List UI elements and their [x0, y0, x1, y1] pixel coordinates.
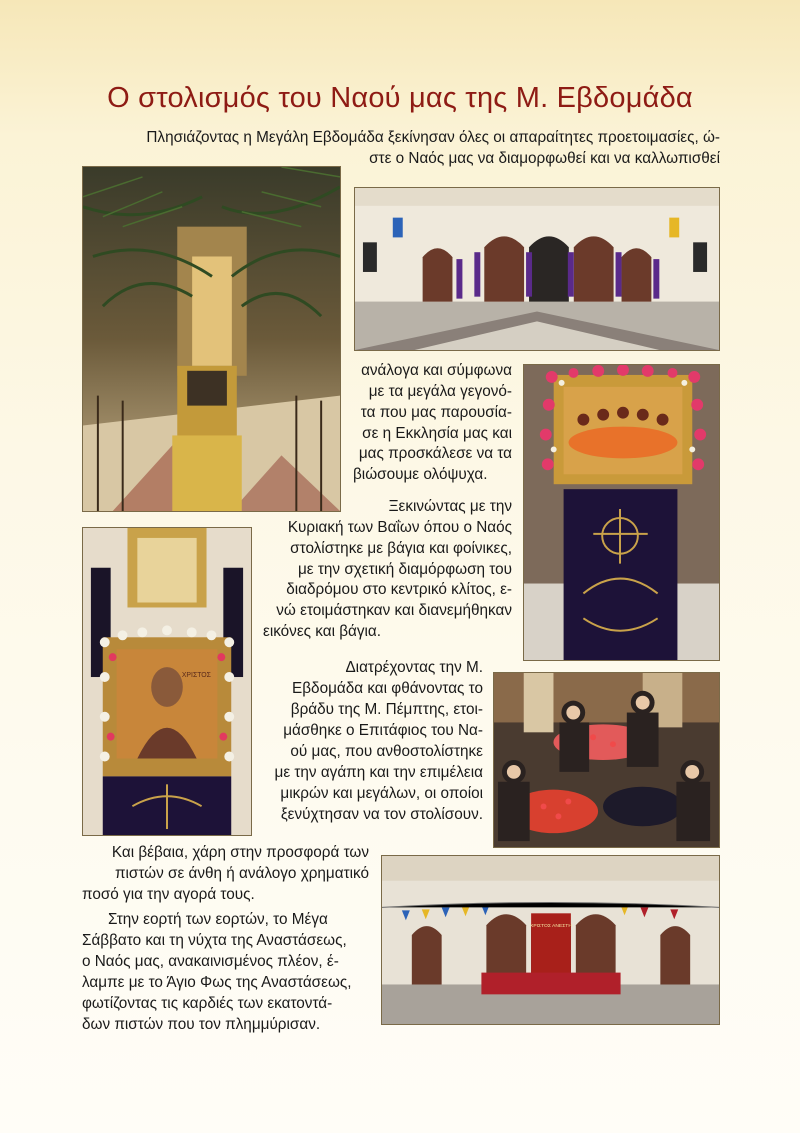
para1-line-6: βιώσουμε ολόψυχα.: [353, 466, 488, 483]
photo-church-facade: [354, 187, 720, 351]
palm-interior-illustration: [83, 167, 340, 511]
para3-line-6: με την αγάπη και την επιμέλεια: [274, 764, 483, 781]
para3-line-1: Διατρέχοντας την Μ.: [345, 659, 483, 676]
para5-line-3: ο Ναός μας, ανακαινισμένος πλέον, έ-: [82, 953, 339, 970]
photo-epitaph-flowers: [523, 364, 720, 661]
para2-line-1: Ξεκινώντας με την: [388, 498, 512, 515]
church-facade-illustration: [355, 188, 719, 350]
para5-line-4: λαμπε με το Άγιο Φως της Αναστάσεως,: [82, 974, 352, 991]
para3-line-5: ού μας, που ανθοστολίστηκε: [290, 743, 483, 760]
christ-icon-illustration: [83, 528, 251, 835]
para1-line-1: ανάλογα και σύμφωνα: [361, 362, 512, 379]
intro-line-1: Πλησιάζοντας η Μεγάλη Εβδομάδα ξεκίνησαν όλες οι απαραίτητες προετοιμασίες, ώ-: [146, 129, 720, 146]
para1-line-2: με τα μεγάλα γεγονό-: [368, 383, 512, 400]
para5-line-6: δων πιστών που τον πλημμύρισαν.: [82, 1016, 321, 1033]
para1-line-4: σε η Εκκλησία μας και: [362, 425, 512, 442]
icon-caption: ΧΡΙΣΤΟΣ: [181, 672, 211, 680]
para5-line-1: Στην εορτή των εορτών, το Μέγα: [108, 911, 328, 928]
para2-line-2: Κυριακή των Βαΐων όπου ο Ναός: [287, 519, 512, 536]
epitaph-flowers-illustration: [524, 365, 719, 660]
para2-line-5: διαδρόμου στο κεντρικό κλίτος, ε-: [286, 581, 512, 598]
para3-line-7: μικρών και μεγάλων, οι οποίοι: [280, 785, 483, 802]
photo-easter-night-facade: [381, 855, 720, 1025]
easter-banner: ΧΡΙΣΤΟΣ ΑΝΕΣΤΗ: [530, 924, 572, 930]
intro-line-2: στε ο Ναός μας να διαμορφωθεί και να καλλωπισθεί: [369, 150, 720, 167]
easter-night-illustration: [382, 856, 719, 1024]
photo-palm-interior: [82, 166, 341, 512]
para3-line-2: Εβδομάδα και φθάνοντας το: [292, 680, 483, 697]
page-title: Ο στολισμός του Ναού μας της Μ. Εβδομάδα: [107, 82, 693, 114]
para2-line-3: στολίστηκε με βάγια και φοίνικες,: [290, 540, 512, 557]
para2-line-4: με την σχετική διαμόρφωση του: [297, 561, 512, 578]
para3-line-4: μάσθηκε ο Επιτάφιος του Να-: [283, 722, 483, 739]
para4-line-1: Και βέβαια, χάρη στην προσφορά των: [111, 844, 369, 861]
para4-line-2: πιστών σε άνθη ή ανάλογο χρηματικό: [114, 865, 369, 882]
para3-line-3: βράδυ της Μ. Πέμπτης, ετοι-: [290, 701, 483, 718]
para5-line-5: φωτίζοντας τις καρδιές των εκατοντά-: [82, 995, 333, 1012]
para2-line-6: νώ ετοιμάστηκαν και διανεμήθηκαν: [276, 602, 512, 619]
volunteers-illustration: [494, 673, 719, 847]
photo-volunteers-decorating: [493, 672, 720, 848]
para2-line-7: εικόνες και βάγια.: [263, 623, 382, 640]
para3-line-8: ξενύχτησαν να τον στολίσουν.: [280, 806, 483, 823]
para1-line-5: μας προσκάλεσε να τα: [358, 445, 512, 462]
para5-line-2: Σάββατο και τη νύχτα της Αναστάσεως,: [82, 932, 347, 949]
para4-line-3: ποσό για την αγορά τους.: [82, 886, 255, 903]
para1-line-3: τα που μας παρουσία-: [360, 404, 512, 421]
photo-christ-icon: [82, 527, 252, 836]
